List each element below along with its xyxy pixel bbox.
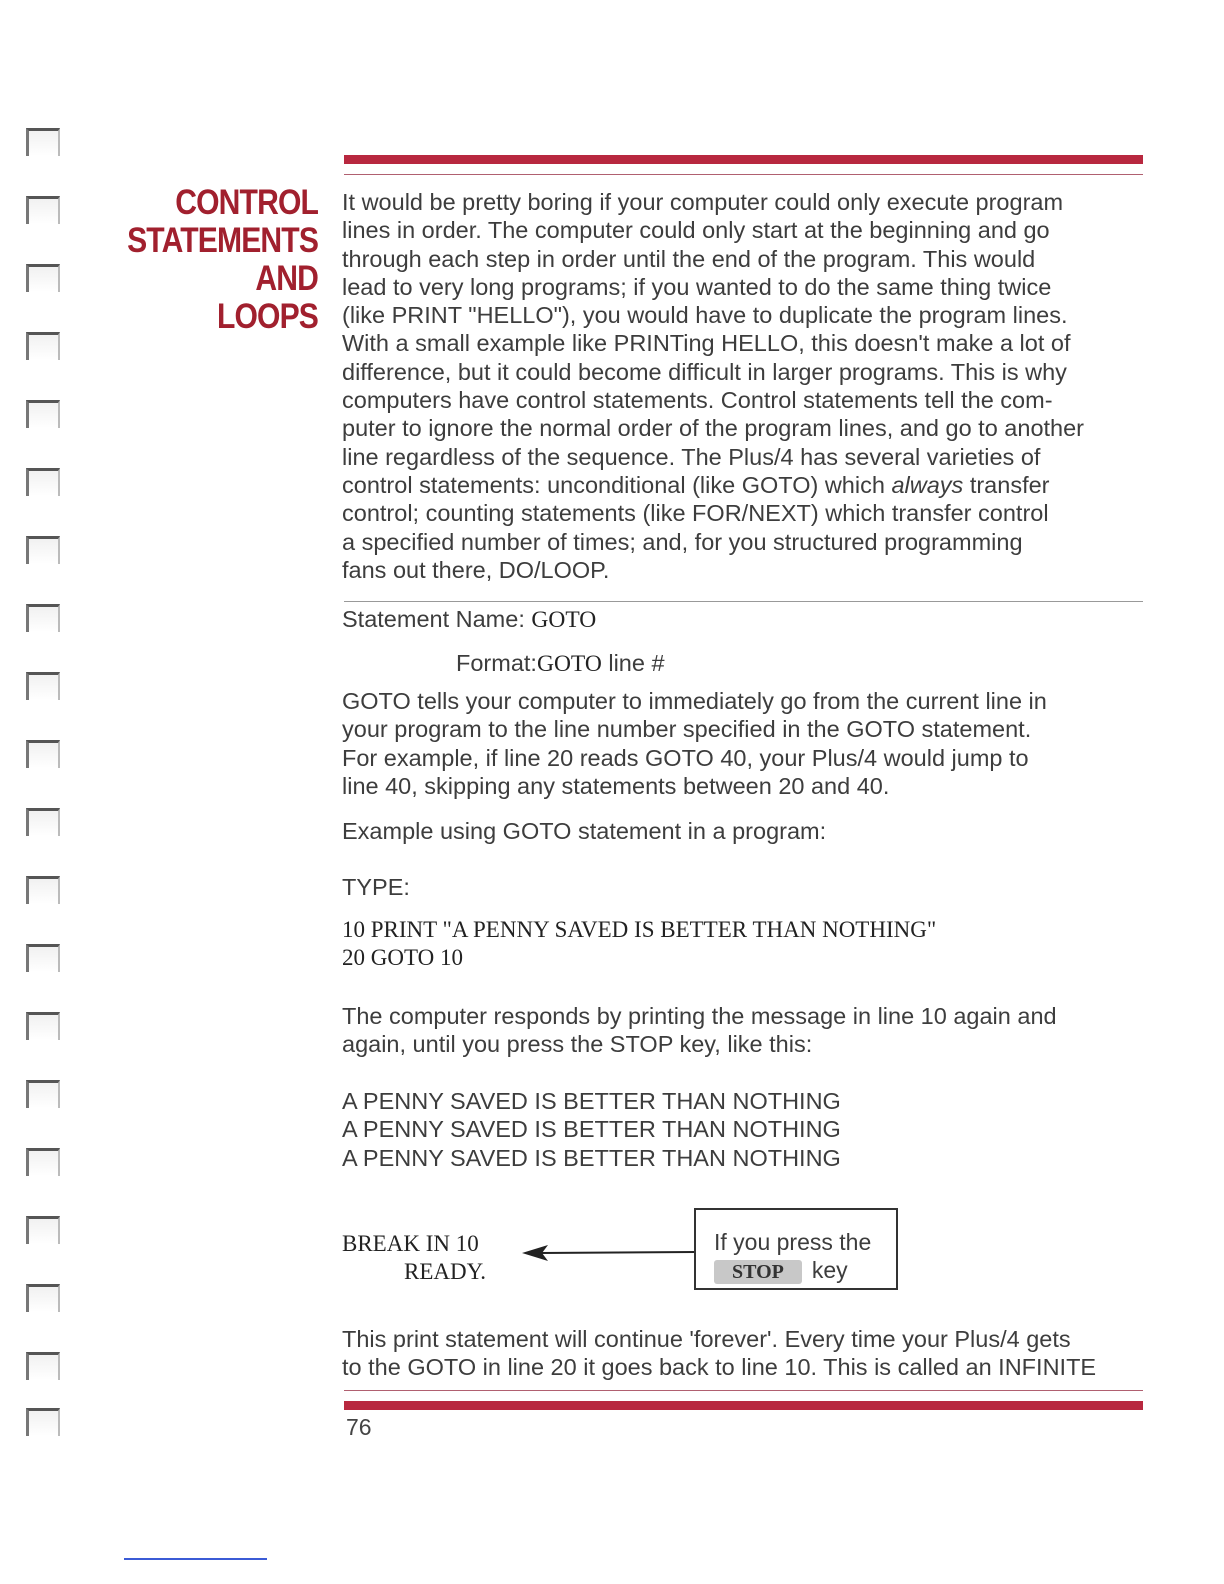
text-line bbox=[342, 471, 1147, 499]
statement-name-row bbox=[342, 605, 1147, 634]
section-title-line: AND bbox=[255, 259, 318, 298]
code-line: 20 GOTO 10 bbox=[342, 945, 463, 971]
text-line: puter to ignore the normal order of the program lines, and go to another bbox=[342, 415, 1085, 442]
page-number: 76 bbox=[346, 1414, 372, 1440]
section-divider bbox=[344, 601, 1143, 602]
binding-ring bbox=[26, 468, 60, 496]
format-row bbox=[456, 649, 1056, 678]
callout-text: If you press the bbox=[714, 1229, 872, 1255]
binding-ring bbox=[26, 264, 60, 292]
text-line: lines in order. The computer could only start at the beginning and go bbox=[342, 217, 1050, 244]
text-line: The computer responds by printing the message in line 10 again and bbox=[342, 1003, 1057, 1029]
text-line: This print statement will continue 'forever'. Every time your Plus/4 gets bbox=[342, 1326, 1071, 1352]
text-line: lead to very long programs; if you wanted to do the same thing twice bbox=[342, 273, 1052, 300]
text-line: It would be pretty boring if your computer could only execute program bbox=[342, 189, 1064, 215]
binding-ring bbox=[26, 1352, 60, 1380]
statement-name: GOTO bbox=[531, 607, 597, 633]
text-line: For example, if line 20 reads GOTO 40, your Plus/4 would jump to bbox=[342, 744, 1029, 771]
output-line: A PENNY SAVED IS BETTER THAN NOTHING bbox=[342, 1116, 841, 1143]
binding-ring bbox=[26, 128, 60, 156]
emphasis-text: always bbox=[891, 471, 964, 498]
binding-ring bbox=[26, 1080, 60, 1108]
binding-ring bbox=[26, 876, 60, 904]
callout-text: key bbox=[811, 1257, 848, 1283]
statement-label: Statement Name: bbox=[342, 606, 532, 632]
footer-link-line bbox=[124, 1558, 267, 1560]
bottom-thin-rule bbox=[344, 1390, 1143, 1391]
section-title-line: LOOPS bbox=[216, 297, 318, 336]
format-label: Format: bbox=[456, 650, 537, 676]
text-line: to the GOTO in line 20 it goes back to line 10. This is called an INFINITE bbox=[342, 1354, 1097, 1381]
binding-ring bbox=[26, 196, 60, 224]
type-label: TYPE: bbox=[342, 874, 410, 900]
example-intro: Example using GOTO statement in a program: bbox=[342, 818, 827, 844]
top-accent-rule bbox=[344, 155, 1143, 164]
section-title bbox=[127, 184, 318, 336]
top-thin-rule bbox=[344, 174, 1143, 175]
response-paragraph bbox=[342, 1002, 1147, 1059]
text-span: transfer bbox=[963, 471, 1050, 498]
code-line: 10 PRINT "A PENNY SAVED IS BETTER THAN NOTHING" bbox=[342, 917, 937, 942]
text-line: computers have control statements. Control statements tell the com- bbox=[342, 387, 1053, 414]
binding-ring bbox=[26, 740, 60, 768]
text-line: difference, but it could become difficult in larger programs. This is why bbox=[342, 358, 1067, 385]
binding-ring bbox=[26, 1216, 60, 1244]
binding-ring bbox=[26, 1284, 60, 1312]
binding-ring bbox=[26, 808, 60, 836]
format-keyword: GOTO bbox=[536, 651, 602, 677]
intro-paragraph bbox=[342, 188, 1147, 584]
text-span: control statements: unconditional (like GOTO) which bbox=[342, 471, 892, 498]
binding-ring bbox=[26, 604, 60, 632]
text-line: through each step in order until the end of the program. This would bbox=[342, 245, 1036, 272]
bottom-accent-rule bbox=[344, 1401, 1143, 1410]
binding-ring bbox=[26, 672, 60, 700]
text-line: a specified number of times; and, for you structured programming bbox=[342, 528, 1023, 555]
text-line: With a small example like PRINTing HELLO, this doesn't make a lot of bbox=[342, 330, 1071, 357]
text-line: GOTO tells your computer to immediately go from the current line in bbox=[342, 688, 1047, 714]
binding-ring bbox=[26, 1148, 60, 1176]
text-line: your program to the line number specified in the GOTO statement. bbox=[342, 716, 1032, 743]
section-title-line: CONTROL bbox=[175, 183, 318, 222]
program-output bbox=[342, 1087, 1147, 1172]
code-listing bbox=[342, 916, 1147, 973]
break-message: BREAK IN 10 bbox=[342, 1231, 479, 1256]
section-title-line: STATEMENTS bbox=[127, 221, 318, 260]
text-line: again, until you press the STOP key, like this: bbox=[342, 1031, 813, 1058]
binding-ring bbox=[26, 332, 60, 360]
text-line: line regardless of the sequence. The Plus/4 has several varieties of bbox=[342, 443, 1041, 470]
output-line: A PENNY SAVED IS BETTER THAN NOTHING bbox=[342, 1088, 841, 1114]
format-arg: line # bbox=[601, 650, 665, 676]
output-line: A PENNY SAVED IS BETTER THAN NOTHING bbox=[342, 1144, 841, 1171]
arrow-left-icon bbox=[522, 1243, 698, 1263]
stop-key-callout bbox=[694, 1208, 898, 1290]
binding-ring bbox=[26, 944, 60, 972]
stop-key-badge: STOP bbox=[714, 1260, 802, 1284]
closing-paragraph bbox=[342, 1325, 1147, 1382]
ready-message: READY. bbox=[404, 1259, 487, 1284]
binding-ring bbox=[26, 1012, 60, 1040]
text-line: control; counting statements (like FOR/NEXT) which transfer control bbox=[342, 500, 1049, 527]
text-line: fans out there, DO/LOOP. bbox=[342, 556, 610, 583]
callout-key-row bbox=[714, 1256, 896, 1284]
binding-ring bbox=[26, 1408, 60, 1436]
binding-ring bbox=[26, 536, 60, 564]
goto-description bbox=[342, 687, 1147, 800]
text-line: line 40, skipping any statements between 20 and 40. bbox=[342, 772, 890, 799]
text-line: (like PRINT "HELLO"), you would have to duplicate the program lines. bbox=[342, 302, 1068, 329]
binding-ring bbox=[26, 400, 60, 428]
